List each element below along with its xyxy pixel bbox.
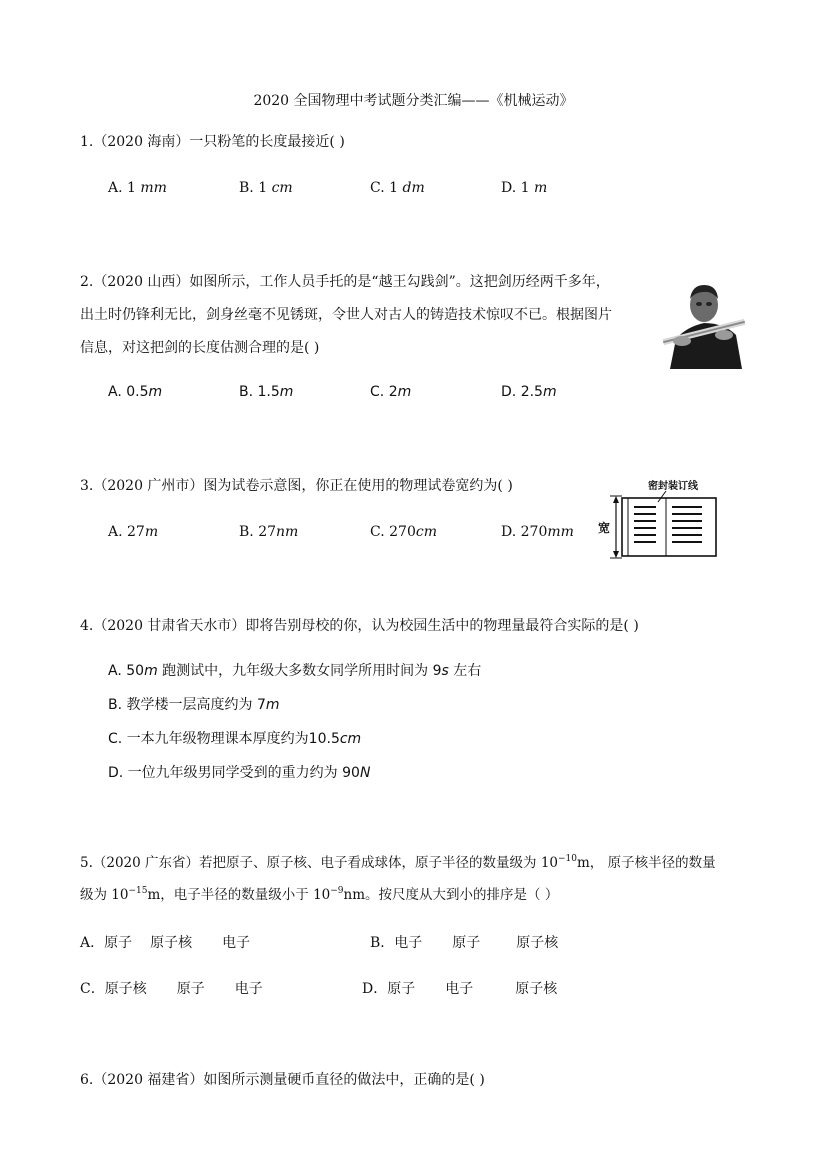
q3-option-c [370,524,437,540]
option-item: 电子 [445,981,474,997]
option-text: 50 [126,663,145,679]
option-text: 一本九年级物理课本厚度约为10.5 [126,731,340,747]
q4-option-a [108,660,481,680]
q5-option-c [80,978,263,998]
option-value: 27 [127,524,145,540]
option-item: 原子核 [104,981,147,997]
option-value: 1 [127,180,136,196]
q5-option-a [80,932,250,952]
option-value: 1 [258,180,268,196]
question-4-stem: 4.（2020 甘肃省天水市）即将告别母校的你，认为校园生活中的物理量最符合实际的是( ) [80,618,639,634]
option-item: 原子 [452,935,481,951]
option-unit: m [542,384,557,400]
option-value: 1 [389,180,399,196]
option-letter: A. [108,384,122,400]
option-text: 教学楼一层高度约为 7 [126,697,266,713]
option-value: 270 [520,524,548,540]
option-unit: m [148,384,163,400]
option-letter: C. [370,384,385,400]
option-item: 原子核 [516,935,559,951]
q4-option-b [108,694,280,714]
q3-option-d [501,524,574,540]
option-letter: D. [108,765,124,781]
option-unit: nm [276,524,299,540]
exam-paper-diagram [600,476,730,560]
option-letter: C. [370,180,385,196]
exponent: −10 [558,854,577,864]
figure-label-width: 宽 [598,521,611,535]
stem-line: 2.（2020 山西）如图所示，工作人员手托的是“越王勾践剑”。这把剑历经两千多年， [80,274,610,290]
option-item: 原子 [104,935,133,951]
option-item: 原子核 [515,981,558,997]
stem-line: 出土时仍锋利无比，剑身丝毫不见锈斑，令世人对古人的铸造技术惊叹不已。根据图片 [80,307,612,323]
option-value: 1.5 [257,384,280,400]
option-value: 2 [388,384,398,400]
option-letter: C． [80,981,105,997]
option-unit: m [144,524,159,540]
option-unit: m [265,697,280,713]
option-letter: D. [501,180,517,196]
q3-option-b [239,524,298,540]
option-letter: A. [108,663,122,679]
q1-option-d [501,180,547,196]
question-3-stem: 3.（2020 广州市）图为试卷示意图，你正在使用的物理试卷宽约为( ) [80,478,513,494]
stem-text: 级为 10 [80,887,129,903]
option-letter: A． [80,935,105,951]
option-text: 一位九年级男同学受到的重力约为 90 [127,765,360,781]
question-5-stem-line-1 [80,849,716,877]
option-letter: B. [239,180,254,196]
option-value: 27 [258,524,277,540]
option-item: 原子核 [150,935,193,951]
q2-option-a [108,384,162,400]
q5-option-b [370,932,558,952]
stem-text: 5.（2020 广东省）若把原子、原子核、电子看成球体，原子半径的数量级为 10 [80,855,558,871]
option-letter: D． [362,981,388,997]
option-unit: mm [547,524,574,540]
q1-option-c [370,180,425,196]
option-letter: B. [239,524,254,540]
option-letter: D. [501,524,517,540]
option-letter: A. [108,180,123,196]
option-value: 2.5 [520,384,543,400]
option-unit: cm [271,180,293,196]
q2-option-b [239,384,293,400]
option-item: 原子 [387,981,416,997]
option-item: 电子 [222,935,251,951]
page-title: 2020 全国物理中考试题分类汇编——《机械运动》 [253,93,574,109]
option-unit: s [441,663,449,679]
sword-photo-image [662,277,746,369]
option-unit: m [144,663,158,679]
option-letter: B． [370,935,395,951]
option-letter: B. [108,697,123,713]
option-letter: A. [108,524,123,540]
q3-option-a [108,524,158,540]
option-letter: C. [370,524,385,540]
q2-option-d [501,384,557,400]
option-unit: mm [140,180,167,196]
option-unit: N [359,765,371,781]
option-letter: B. [239,384,254,400]
stem-line: 信息，对这把剑的长度估测合理的是( ) [80,340,320,356]
option-unit: cm [415,524,437,540]
option-unit: m [279,384,294,400]
q1-option-b [239,180,293,196]
option-value: 1 [520,180,530,196]
option-value: 270 [389,524,416,540]
exponent: −9 [330,886,344,896]
option-text: 左右 [448,663,482,679]
stem-text: m，电子半径的数量级小于 10 [147,887,331,903]
question-5-stem-line-2 [80,881,558,909]
option-item: 电子 [394,935,423,951]
exponent: −15 [128,886,148,896]
q4-option-c [108,728,361,748]
option-unit: dm [402,180,425,196]
option-item: 电子 [234,981,263,997]
option-text: 跑测试中，九年级大多数女同学所用时间为 9 [157,663,442,679]
option-item: 原子 [176,981,205,997]
option-unit: m [534,180,548,196]
q5-option-d [362,978,557,998]
option-letter: D. [501,384,517,400]
q4-option-d [108,762,370,782]
option-unit: cm [339,731,362,747]
option-unit: m [397,384,412,400]
q1-option-a [108,180,167,196]
stem-text: nm。按尺度从大到小的排序是（ ） [343,887,559,903]
question-6-stem: 6.（2020 福建省）如图所示测量硬币直径的做法中，正确的是( ) [80,1072,485,1088]
option-letter: C. [108,731,123,747]
question-2-stem [80,268,612,362]
option-value: 0.5 [126,384,149,400]
question-1-stem: 1.（2020 海南）一只粉笔的长度最接近( ) [80,134,345,150]
figure-label-top: 密封装订线 [648,481,698,492]
q2-option-c [370,384,411,400]
stem-text: m， 原子核半径的数量 [577,855,716,871]
